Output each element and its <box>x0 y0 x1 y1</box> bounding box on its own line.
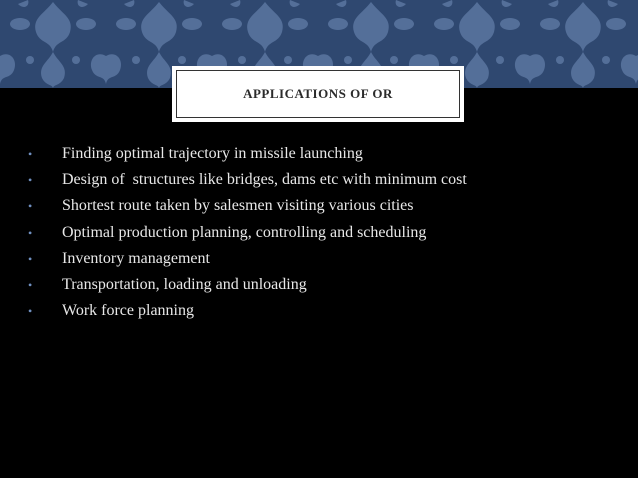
bullet-text: Design of structures like bridges, dams etc with minimum cost <box>62 171 467 189</box>
bullet-icon: • <box>28 225 33 240</box>
bullet-icon: • <box>28 277 33 292</box>
bullet-item <box>24 302 467 328</box>
bullet-icon: • <box>28 147 33 161</box>
bullet-item <box>24 276 467 302</box>
bullet-icon: • <box>28 173 33 188</box>
bullet-text: Inventory management <box>62 249 210 267</box>
title-box <box>172 66 464 122</box>
bullet-text: Shortest route taken by salesmen visiting various cities <box>62 197 414 215</box>
bullet-text: Finding optimal trajectory in missile launching <box>62 145 363 162</box>
bullet-text: Transportation, loading and unloading <box>62 275 307 293</box>
bullet-list <box>24 145 467 328</box>
bullet-text: Optimal production planning, controlling and scheduling <box>62 223 427 241</box>
bullet-item <box>24 197 467 223</box>
bullet-icon: • <box>28 304 33 319</box>
bullet-item <box>24 224 467 250</box>
bullet-item <box>24 250 467 276</box>
bullet-icon: • <box>28 251 33 266</box>
slide-title: APPLICATIONS OF OR <box>243 86 393 101</box>
bullet-item <box>24 171 467 197</box>
bullet-text: Work force planning <box>62 302 194 320</box>
bullet-icon: • <box>28 199 33 214</box>
bullet-item <box>24 145 467 171</box>
